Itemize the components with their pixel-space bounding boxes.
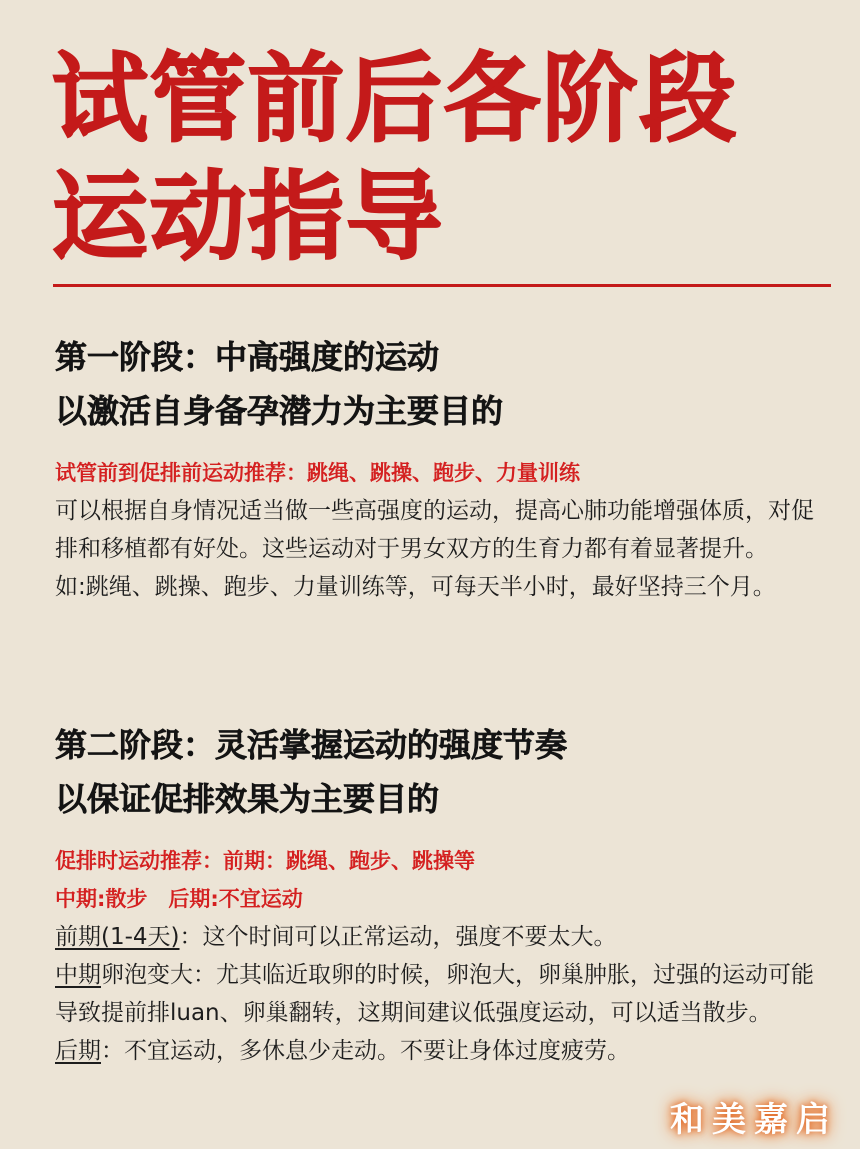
stage-2-section [55, 718, 825, 1070]
stage-1-paragraph-2: 如:跳绳、跳操、跑步、力量训练等，可每天半小时，最好坚持三个月。 [55, 574, 776, 600]
late-period-text: ：不宜运动，多休息少走动。不要让身体过度疲劳。 [101, 1038, 630, 1064]
mid-period-label: 中期 [55, 962, 101, 988]
brand-watermark: 和美嘉启 [670, 1100, 838, 1140]
stage-2-mid-period [55, 956, 825, 1032]
late-period-label: 后期 [55, 1038, 101, 1064]
title-line-1: 试管前后各阶段 [52, 42, 738, 155]
early-period-text: ：这个时间可以正常运动，强度不要太大。 [179, 924, 617, 950]
early-period-label: 前期(1-4天) [55, 924, 180, 950]
stage-1-section [55, 330, 825, 606]
stage-2-recommendation-line-2: 中期:散步 后期:不宜运动 [55, 887, 303, 911]
stage-2-early-period [55, 918, 825, 956]
stage-2-heading-line-2: 以保证促排效果为主要目的 [55, 780, 440, 818]
stage-1-recommendation: 试管前到促排前运动推荐：跳绳、跳操、跑步、力量训练 [55, 461, 580, 485]
stage-1-heading-line-2: 以激活自身备孕潜力为主要目的 [55, 392, 504, 430]
mid-period-text: 卵泡变大：尤其临近取卵的时候，卵泡大，卵巢肿胀，过强的运动可能导致提前排luan、卵巢翻转，这期间建议低强度运动，可以适当散步。 [55, 962, 814, 1026]
title-line-2: 运动指导 [52, 160, 444, 273]
page-title [52, 40, 738, 276]
stage-2-heading-line-1: 第二阶段：灵活掌握运动的强度节奏 [55, 726, 568, 764]
stage-1-heading-line-1: 第一阶段：中高强度的运动 [55, 338, 440, 376]
stage-2-late-period [55, 1032, 825, 1070]
stage-1-paragraph-1: 可以根据自身情况适当做一些高强度的运动，提高心肺功能增强体质，对促排和移植都有好处。这些运动对于男女双方的生育力都有着显著提升。 [55, 498, 814, 562]
title-divider [53, 284, 831, 287]
stage-2-recommendation-line-1: 促排时运动推荐：前期：跳绳、跑步、跳操等 [55, 849, 475, 873]
